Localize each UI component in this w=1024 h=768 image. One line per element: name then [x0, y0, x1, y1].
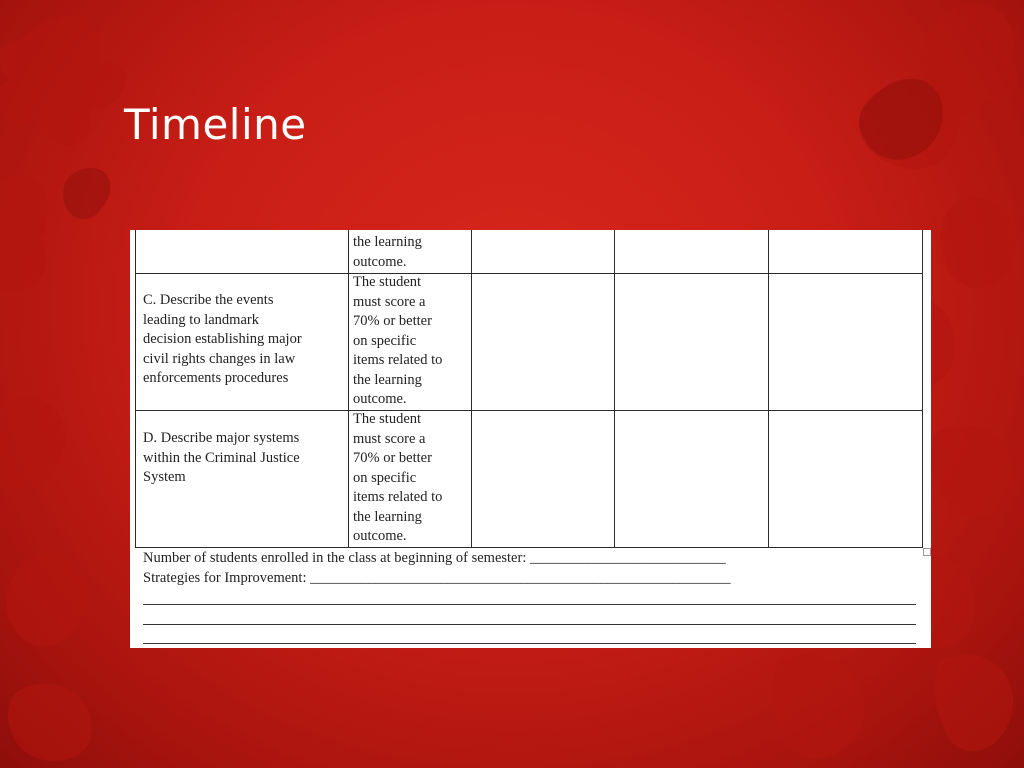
table-cell-measure: The student must score a 70% or better on specific items related to the learning outcome.	[353, 274, 443, 407]
table-grid-line	[135, 410, 923, 411]
table-grid-line	[348, 230, 349, 547]
table-cell-measure: the learning outcome.	[353, 234, 422, 270]
table-grid-line	[135, 230, 136, 547]
table-grid-line	[135, 273, 923, 274]
assessment-table-image	[130, 230, 931, 648]
strategies-line: Strategies for Improvement: __________________________________________________________	[143, 570, 731, 586]
table-cell-measure: The student must score a 70% or better on specific items related to the learning outcome.	[353, 411, 443, 544]
blank-answer-line	[143, 604, 916, 605]
blank-answer-line	[143, 624, 916, 625]
table-cell-outcome: C. Describe the events leading to landmark decision establishing major civil rights changes in law enforcements procedures	[143, 292, 302, 386]
table-grid-line	[768, 230, 769, 547]
table-grid-line	[922, 230, 923, 547]
table-cell-outcome: D. Describe major systems within the Criminal Justice System	[143, 430, 300, 485]
table-grid-line	[614, 230, 615, 547]
slide-title: Timeline	[124, 100, 307, 149]
table-grid-line	[471, 230, 472, 547]
blank-answer-line	[143, 643, 916, 644]
enrolled-students-line: Number of students enrolled in the class at beginning of semester: ___________________________	[143, 550, 726, 566]
resize-handle-mark	[923, 548, 931, 556]
